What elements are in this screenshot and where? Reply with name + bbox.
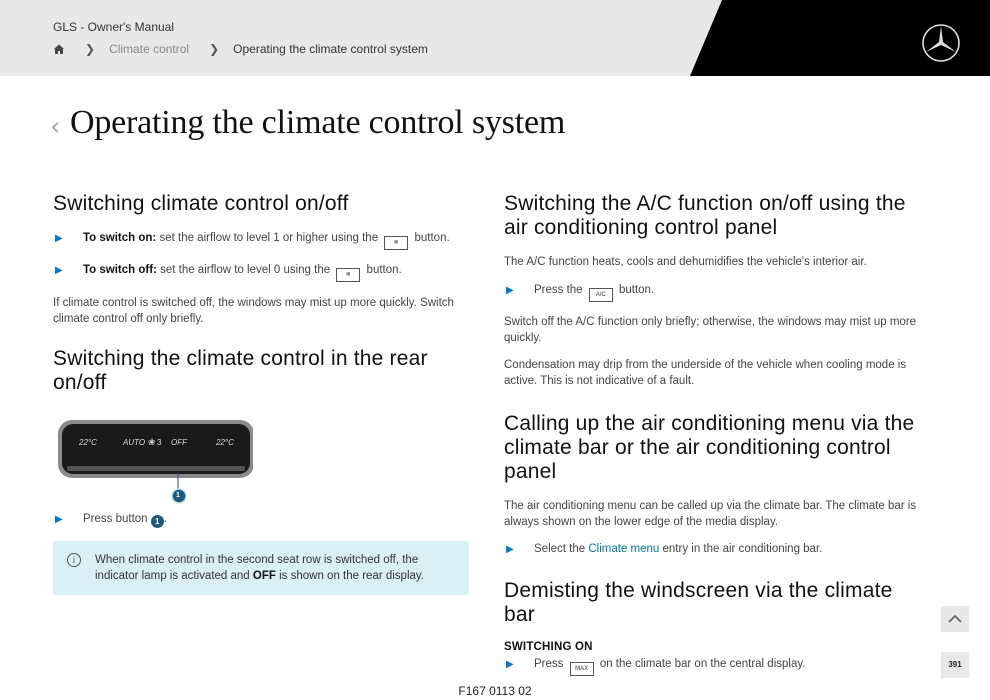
chevron-up-icon: [941, 606, 969, 632]
section-heading: Switching climate control on/off: [53, 192, 349, 215]
step-text-end: entry in the air conditioning bar.: [662, 543, 823, 555]
step-switch-on: [53, 230, 469, 250]
step-arrow-icon: ▶: [55, 514, 63, 525]
step-text-end: on the climate bar on the central display.: [599, 658, 806, 670]
info-bold: OFF: [252, 570, 276, 582]
ac-button-icon: A/C: [589, 288, 613, 302]
breadcrumb: [53, 42, 428, 56]
panel-off: OFF: [171, 438, 187, 447]
fan-button-icon: ❄: [336, 268, 360, 282]
step-demist: [504, 656, 924, 676]
callout-number: 1: [176, 492, 180, 499]
step-arrow-icon: ▶: [55, 233, 63, 244]
section-heading: Switching the climate control in the rear on/off: [53, 347, 428, 394]
info-text: When climate control in the second seat row is switched off, the indicator lamp is activated and: [95, 554, 419, 582]
step-text-end: button.: [414, 232, 450, 244]
max-defrost-icon: MAX: [570, 662, 594, 676]
panel-auto: AUTO: [123, 438, 146, 447]
manual-title: GLS - Owner's Manual: [53, 20, 175, 34]
chevron-right-icon: ❯: [209, 42, 220, 56]
page-number-badge[interactable]: 391: [941, 652, 969, 678]
panel-temp-left: 22°C: [79, 438, 97, 447]
step-arrow-icon: ▶: [506, 544, 514, 555]
step-press-ac: [504, 282, 924, 302]
callout-badge: 1: [151, 515, 164, 528]
info-icon: i: [67, 553, 81, 567]
step-arrow-icon: ▶: [506, 659, 514, 670]
page-title: Operating the climate control system: [70, 104, 566, 141]
step-select-climate-menu: [504, 541, 924, 558]
step-text: set the airflow to level 1 or higher using the: [159, 232, 379, 244]
subheading: SWITCHING ON: [504, 641, 593, 653]
panel-temp-right: 22°C: [216, 438, 234, 447]
body-text: Condensation may drip from the underside of the vehicle when cooling mode is active. This is not indicative of a fault.: [504, 359, 907, 387]
figure-code: F167 0113 02: [458, 684, 532, 698]
step-label: To switch on:: [83, 232, 157, 244]
left-column: [53, 192, 469, 595]
step-text-end: button.: [366, 264, 402, 276]
step-text: Press: [534, 658, 564, 670]
scroll-to-top-button[interactable]: [941, 606, 969, 632]
intro-text: The A/C function heats, cools and dehumidifies the vehicle's interior air.: [504, 256, 867, 268]
step-text: Press button: [83, 513, 148, 525]
fan-button-icon: ❄: [384, 236, 408, 250]
step-arrow-icon: ▶: [506, 285, 514, 296]
step-text: Press the: [534, 284, 583, 296]
home-icon[interactable]: [53, 43, 65, 55]
step-switch-off: [53, 262, 469, 282]
chevron-right-icon: ❯: [85, 42, 96, 56]
step-press-button: ▶ Press button 1 .: [55, 513, 167, 526]
panel-fan-level: 3: [157, 438, 162, 447]
back-chevron-icon[interactable]: ‹: [50, 112, 61, 142]
right-column: [504, 192, 924, 676]
note-text: If climate control is switched off, the windows may mist up more quickly. Switch climate control off only briefly.: [53, 297, 454, 325]
section-heading: Switching the A/C function on/off using the air conditioning control panel: [504, 192, 906, 239]
section-heading: Demisting the windscreen via the climate bar: [504, 579, 893, 626]
body-text: Switch off the A/C function only briefly; otherwise, the windows may mist up more quickly.: [504, 316, 917, 344]
step-text-end: button.: [618, 284, 655, 296]
step-text: set the airflow to level 0 using the: [160, 264, 331, 276]
climate-menu-link[interactable]: Climate menu: [588, 543, 660, 555]
step-label: To switch off:: [83, 264, 157, 276]
breadcrumb-current: Operating the climate control system: [233, 42, 428, 56]
rear-control-panel-image: [53, 415, 253, 505]
step-text: Select the: [534, 543, 586, 555]
breadcrumb-climate-control[interactable]: Climate control: [109, 42, 190, 56]
fan-icon: ❀: [148, 437, 156, 447]
info-text-end: is shown on the rear display.: [279, 570, 424, 582]
info-box: [53, 541, 469, 595]
mercedes-star-logo[interactable]: [921, 23, 961, 63]
step-arrow-icon: ▶: [55, 265, 63, 276]
section-heading: Calling up the air conditioning menu via the climate bar or the air conditioning control panel: [504, 412, 915, 483]
body-text: The air conditioning menu can be called up via the climate bar. The climate bar is always shown on the lower edge of the media display.: [504, 500, 917, 528]
